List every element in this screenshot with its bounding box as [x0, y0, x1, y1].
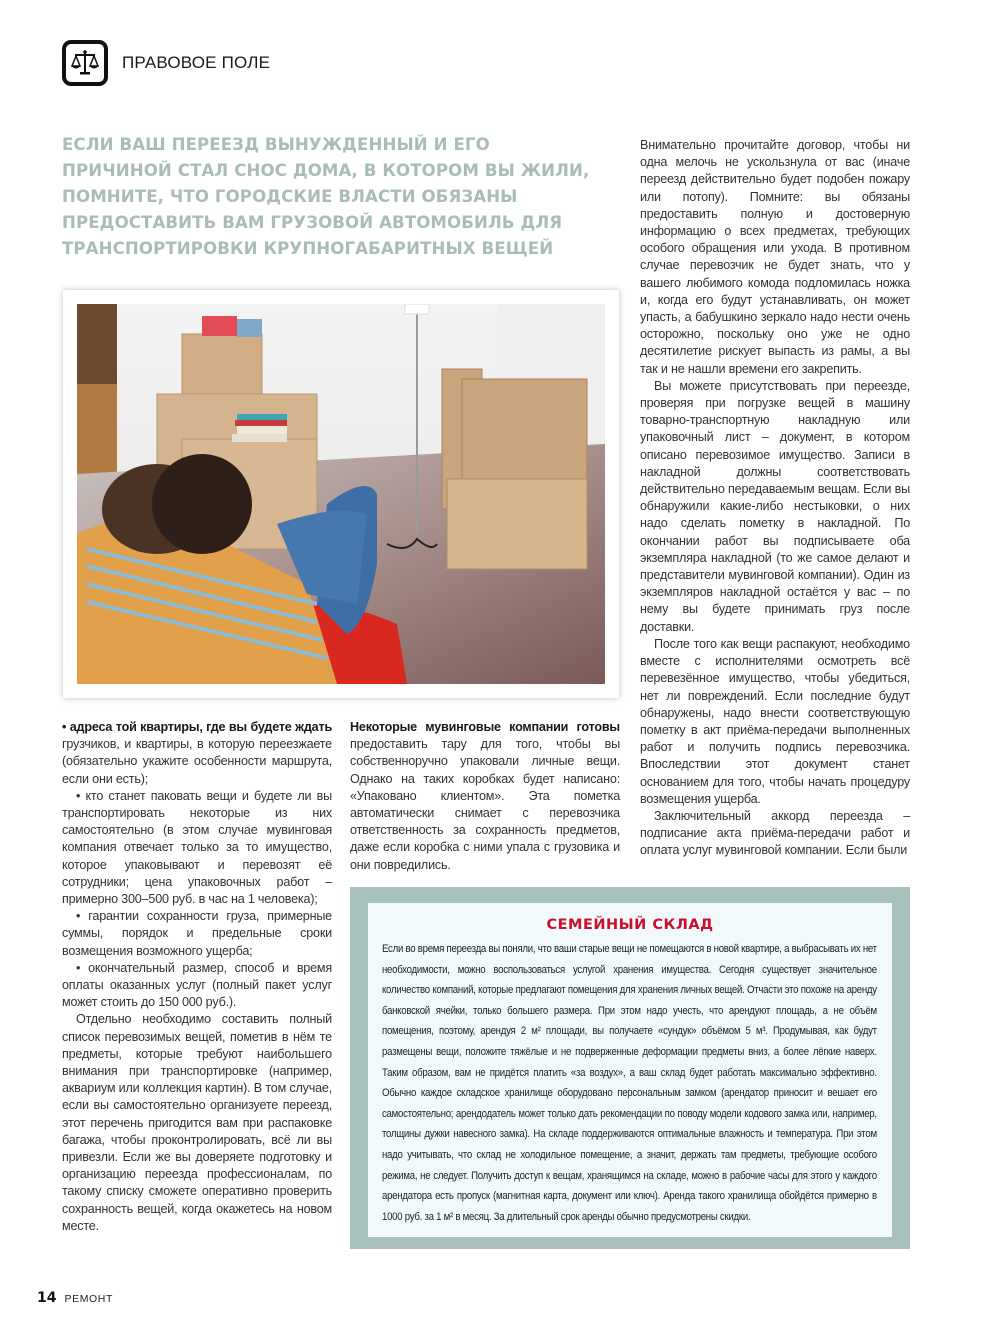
photo-frame [63, 290, 619, 698]
page-footer [37, 1290, 113, 1306]
paragraph-packaging-rest: предоставить тару для того, чтобы вы собственноручно упаковали личные вещи. Однако на таких коробках будет написано: «Упаковано клиентом». Эта пометка автоматически снимает с перевозчика ответственность за сохранность предметов, даже если коробка с ними упала с грузовика и они повредились. [350, 737, 620, 872]
left-column [62, 719, 332, 1235]
paragraph-presence: Вы можете присутствовать при переезде, проверяя при погрузке вещей в машину товарно-транспортную накладную или упаковочный лист – документ, в котором описано перевозимое имущество. Записи в накладной должны соответствовать действительно передаваемым вещам. Если вы обнаружили какие-либо нестыковки, о них надо сделать пометку в накладной. По окончании работ вы подписываете оба экземпляра накладной (то же самое делают и представители мувинговой компании). Один из экземпляров накладной остаётся у вас – по нему вы будете принимать груз после доставки. [640, 378, 910, 634]
moving-photo [77, 304, 605, 684]
paragraph-unpacking: После того как вещи распакуют, необходимо вместе с исполнителями осмотреть всё перевезённое имущество, чтобы убедиться, нет ли повреждений. Если последние будут обнаружены, надо внести соответствующую пометку в акт приёма-передачи выполненных работ и получить подпись перевозчика. Впоследствии этот документ станет основанием для того, чтобы начать процедуру возмещения ущерба. [640, 636, 910, 806]
paragraph-packaging-bold: Некоторые мувинговые компании готовы [350, 720, 620, 734]
paragraph-contract: Внимательно прочитайте договор, чтобы ни одна мелочь не ускользнула от вас (иначе переезд действительно будет подобен пожару или потопу). Помните: вы обязаны предоставить полную и достоверную информацию о всех предметах, требующих особого обращения или ухода. В противном случае перевозчик не будет знать, что у вашего любимого комода подломилась ножка и, когда его будут устанавливать, он может упасть, а бабушкино зеркало надо нести очень осторожно, поскольку оно уже не одно десятилетие рискует выпасть из рамы, а вы так и не нашли времени его закрепить. [640, 138, 910, 376]
bullet-address [62, 719, 332, 788]
bullet-address-bold: • адреса той квартиры, где вы будете ждать [62, 720, 332, 734]
paragraph-final: Заключительный аккорд переезда – подписание акта приёма-передачи работ и оплата услуг мувинговой компании. Если были [640, 808, 910, 858]
section-title: ПРАВОВОЕ ПОЛЕ [122, 53, 271, 72]
middle-column [350, 719, 620, 874]
paragraph-packaging [350, 719, 620, 874]
sidebar-inner [368, 903, 892, 1237]
photo-illustration [77, 304, 605, 684]
bullet-address-rest: грузчиков, и квартиры, в которую переезжаете (обязательно укажите особенности маршрута, если они есть); [62, 737, 332, 786]
bullet-packing: • кто станет паковать вещи и будете ли вы транспортировать некоторые из них самостоятельно (в этом случае мувинговая компания отвечает только за то имущество, которое упаковывают и перевозят её сотрудники; цена упаковочных работ – примерно 300–500 руб. в час на 1 человека); [62, 788, 332, 907]
paragraph-list: Отдельно необходимо составить полный список перевозимых вещей, пометив в нём те предметы, которые требуют наибольшего внимания при транспортировке (например, аквариум или коллекция картин). В том случае, если вы самостоятельно организуете переезд, этот перечень пригодится вам при распаковке багажа, чтобы проконтролировать, всё ли вы привезли. Если же вы доверяете подготовку и организацию переезда профессионалам, по такому списку сможете оперативно проверить сохранность вещей, когда окажетесь на новом месте. [62, 1012, 332, 1233]
right-column [640, 137, 910, 860]
bullet-payment: • окончательный размер, способ и время оплаты оказанных услуг (полный пакет услуг может стоить до 150 000 руб.). [62, 960, 332, 1010]
sidebar-title: СЕМЕЙНЫЙ СКЛАД [546, 917, 714, 933]
magazine-name: РЕМОНТ [64, 1293, 114, 1305]
page-number: 14 [37, 1290, 57, 1306]
bullet-guarantees: • гарантии сохранности груза, примерные суммы, порядок и предельные сроки возмещения возможного ущерба; [62, 909, 332, 958]
sidebar-body: Если во время переезда вы поняли, что ваши старые вещи не помещаются в новой квартире, а выбрасывать их нет необходимости, можно воспользоваться услугой хранения имущества. Сегодня существует значительное количество компаний, которые предлагают помещения для хранения личных вещей. Отчасти это похоже на аренду банковской ячейки, только большего размера. При этом надо учесть, что арендуют площадь, а не объём помещения, поэтому, арендуя 2 м² площади, вы получаете «сундук» объёмом 5 м³. Продумывая, как будут размещены вещи, положите тяжёлые и не подверженные деформации предметы вниз, а более лёгкие наверх. Таким образом, вам не придётся платить «за воздух», а ваш склад будет работать максимально эффективно. Обычно каждое складское хранилище оборудовано персональным замком (арендатор приносит и вешает его самостоятельно; арендодатель может только дать рекомендации по поводу модели кодового замка или, например, толщины дужки навесного замка). На складе поддерживаются оптимальные влажность и температура. При этом надо учитывать, что склад не холодильное помещение, а значит, держать там предметы, требующие особого режима, не следует. Получить доступ к вещам, хранящимся на складе, можно в рабочие часы для этого у каждого арендатора есть пропуск (магнитная карта, документ или ключ). Аренда такого хранилища обойдётся примерно в 1000 руб. за 1 м² в месяц. За длительный срок аренды обычно предусмотрены скидки. [382, 943, 877, 1223]
scales-icon [62, 40, 108, 86]
section-header [62, 41, 270, 85]
sidebar-box [350, 887, 910, 1249]
lead-paragraph: ЕСЛИ ВАШ ПЕРЕЕЗД ВЫНУЖДЕННЫЙ И ЕГО ПРИЧИНОЙ СТАЛ СНОС ДОМА, В КОТОРОМ ВЫ ЖИЛИ, ПОМНИТЕ, ЧТО ГОРОДСКИЕ ВЛАСТИ ОБЯЗАНЫ ПРЕДОСТАВИТЬ ВАМ ГРУЗОВОЙ АВТОМОБИЛЬ ДЛЯ ТРАНСПОРТИРОВКИ КРУПНОГАБАРИТНЫХ ВЕЩЕЙ [62, 135, 590, 258]
